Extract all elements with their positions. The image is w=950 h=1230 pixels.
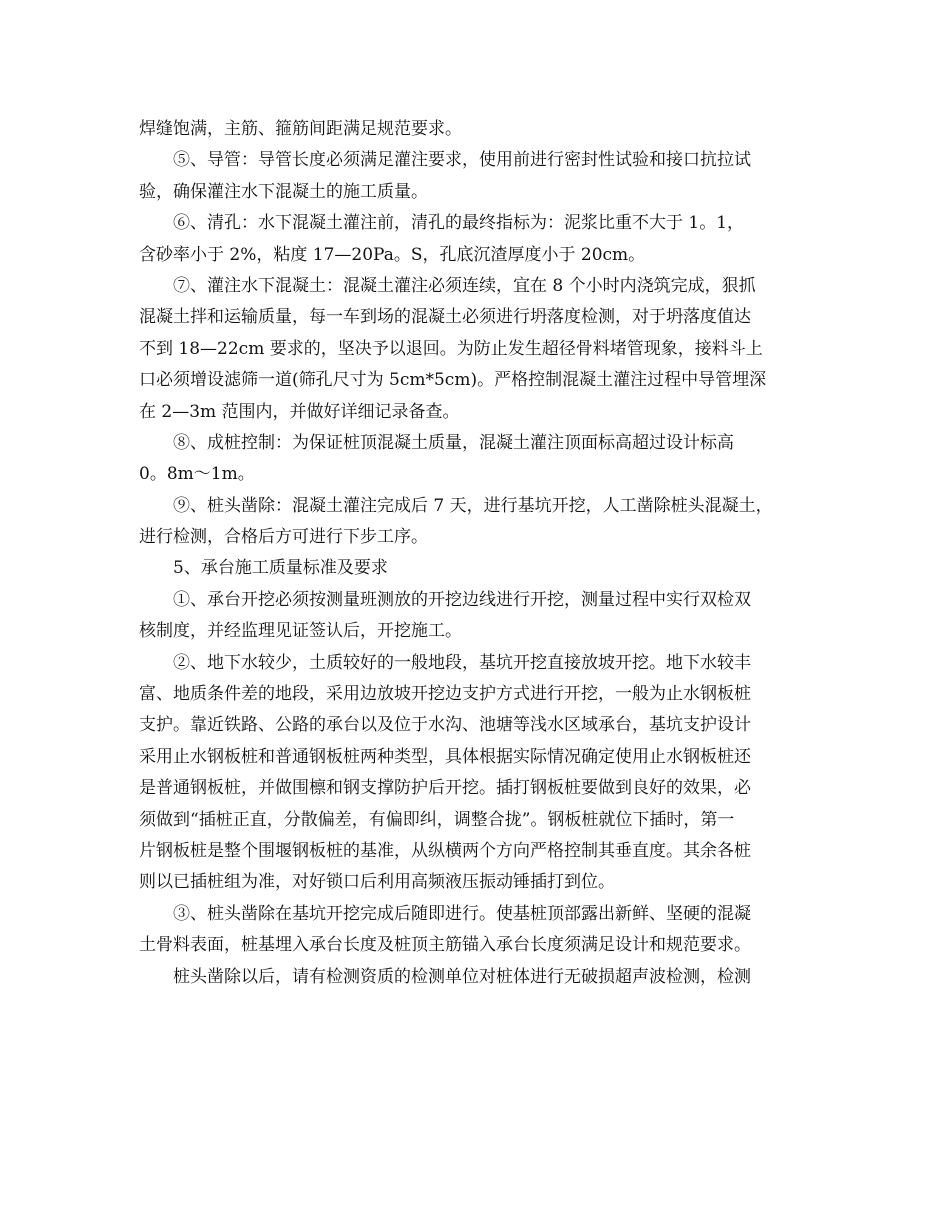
text-line: 支护。靠近铁路、公路的承台以及位于水沟、池塘等浅水区域承台，基坑支护设计 [139,715,751,736]
text-line: ③、桩头凿除在基坑开挖完成后随即进行。使基桩顶部露出新鲜、坚硬的混凝 [173,903,751,924]
paragraph [139,585,817,648]
paragraph [139,553,817,584]
text-line: 采用止水钢板桩和普通钢板桩两种类型，具体根据实际情况确定使用止水钢板桩还 [139,746,751,767]
document-body [139,114,817,993]
paragraph [139,271,817,428]
text-line: 验，确保灌注水下混凝土的施工质量。 [139,181,428,202]
text-line: ⑥、清孔：水下混凝土灌注前，清孔的最终指标为：泥浆比重不大于 1。1， [173,213,745,234]
text-line: 土骨料表面，桩基埋入承台长度及桩顶主筋锚入承台长度须满足设计和规范要求。 [139,935,751,956]
text-line: 焊缝饱满，主筋、箍筋间距满足规范要求。 [139,119,462,139]
text-line: 混凝土拌和运输质量，每一车到场的混凝土必须进行坍落度检测，对于坍落度值达 [139,307,751,328]
text-line: 口必须增设滤筛一道(筛孔尺寸为 5cm*5cm)。严格控制混凝土灌注过程中导管埋深 [139,370,767,391]
text-line: ⑤、导管：导管长度必须满足灌注要求，使用前进行密封性试验和接口抗拉试 [173,150,751,171]
text-line: 在 2—3m 范围内，并做好详细记录备查。 [139,401,460,422]
paragraph [139,491,817,554]
text-line: 是普通钢板桩，并做围檩和钢支撑防护后开挖。插打钢板桩要做到良好的效果，必 [139,778,751,799]
text-line: ⑦、灌注水下混凝土：混凝土灌注必须连续，宜在 8 个小时内浇筑完成，狠抓 [173,275,756,296]
text-line: 桩头凿除以后，请有检测资质的检测单位对桩体进行无破损超声波检测，检测 [173,966,751,987]
text-line: 核制度，并经监理见证签认后，开挖施工。 [139,621,462,642]
paragraph [139,114,817,145]
text-line: 富、地质条件差的地段，采用边放坡开挖边支护方式进行开挖，一般为止水钢板桩 [139,684,751,705]
text-line: 片钢板桩是整个围堰钢板桩的基准，从纵横两个方向严格控制其垂直度。其余各桩 [139,840,751,861]
text-line: ①、承台开挖必须按测量班测放的开挖边线进行开挖，测量过程中实行双检双 [173,589,751,610]
text-line: 进行检测，合格后方可进行下步工序。 [139,527,428,548]
paragraph [139,428,817,491]
text-line: 含砂率小于 2%，粘度 17—20Pa。S，孔底沉渣厚度小于 20cm。 [139,244,646,265]
paragraph [139,145,817,208]
paragraph [139,899,817,962]
paragraph [139,648,817,899]
text-line: 须做到“插桩正直，分散偏差，有偏即纠，调整合拢”。钢板桩就位下插时，第一 [139,809,735,830]
paragraph [139,208,817,271]
text-line: 0。8m～1m。 [139,464,255,485]
paragraph [139,962,817,993]
text-line: ⑨、桩头凿除：混凝土灌注完成后 7 天，进行基坑开挖，人工凿除桩头混凝土， [173,495,773,516]
text-line: 则以已插桩组为准，对好锁口后利用高频液压振动锤插打到位。 [139,872,615,893]
text-line: 5、承台施工质量标准及要求 [173,558,388,579]
text-line: 不到 18—22cm 要求的，坚决予以退回。为防止发生超径骨料堵管现象，接料斗上 [139,338,763,359]
text-line: ⑧、成桩控制：为保证桩顶混凝土质量，混凝土灌注顶面标高超过设计标高 [173,432,734,453]
text-line: ②、地下水较少，土质较好的一般地段，基坑开挖直接放坡开挖。地下水较丰 [173,652,751,673]
